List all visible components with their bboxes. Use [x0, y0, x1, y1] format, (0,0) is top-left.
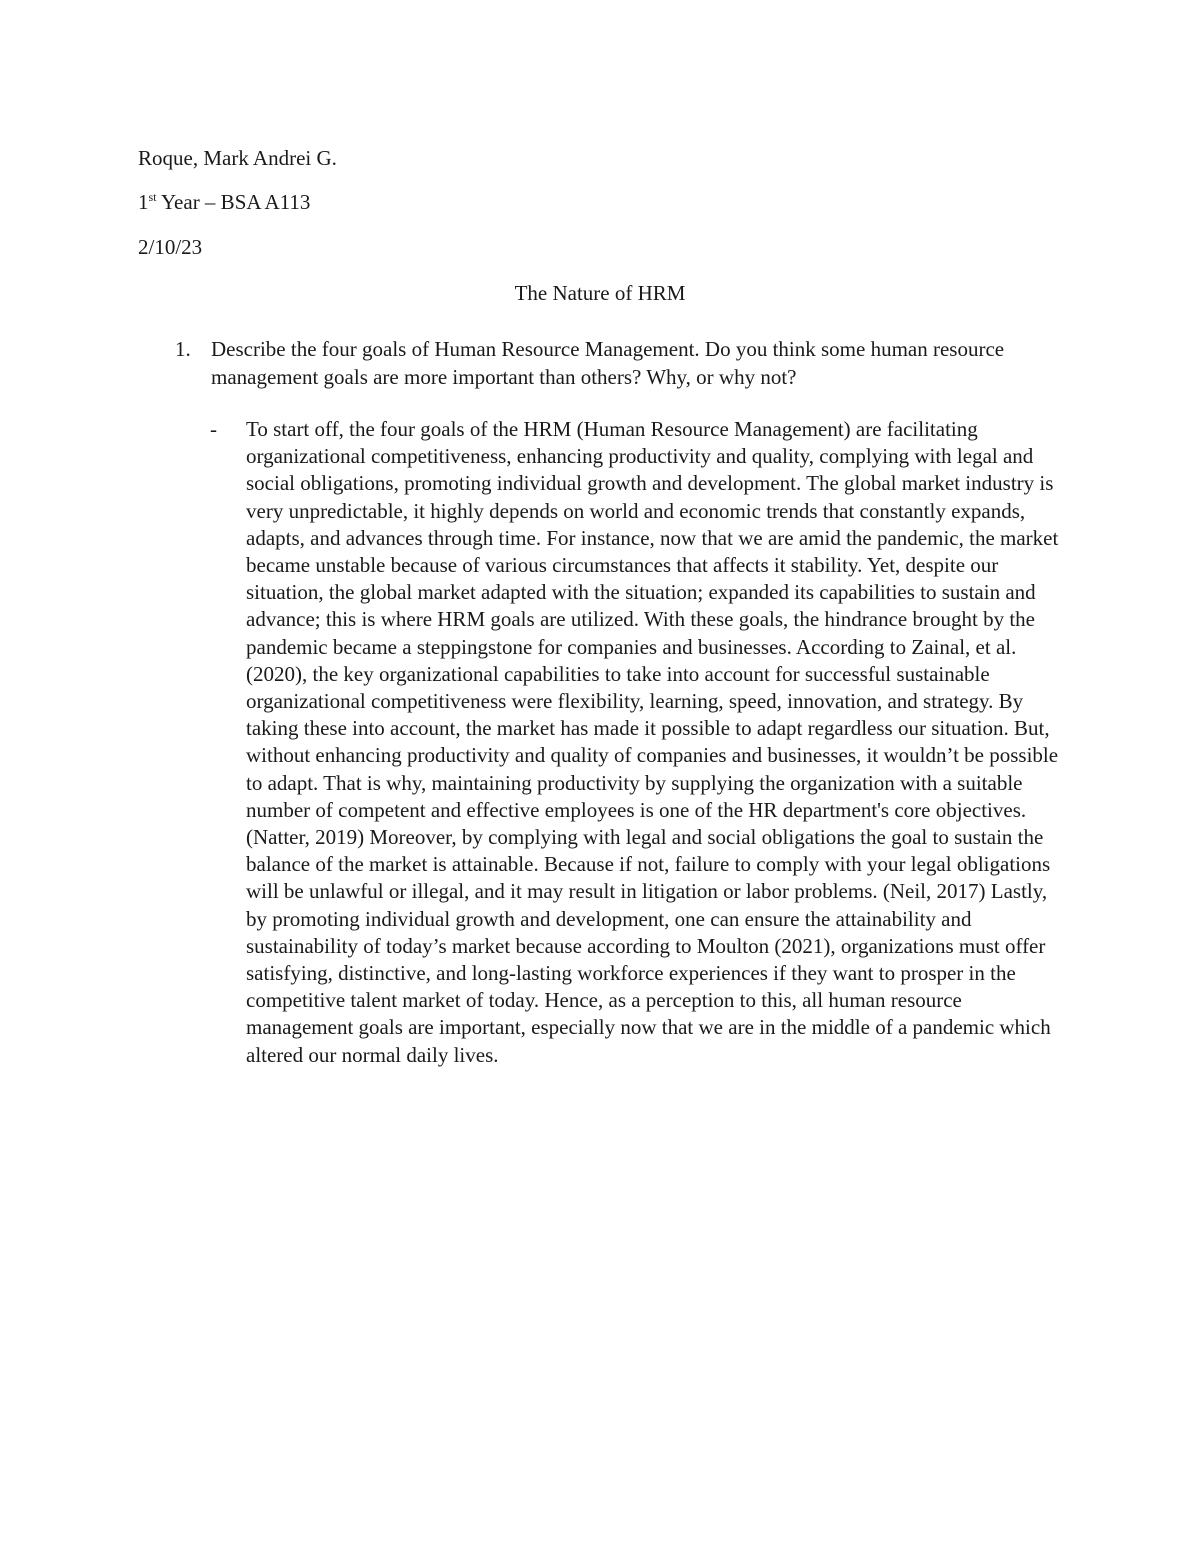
submission-date: 2/10/23 [138, 235, 203, 259]
document-title: The Nature of HRM [514, 281, 686, 305]
question-item [175, 336, 1045, 391]
answer-bullet: - [210, 417, 217, 441]
author-name: Roque, Mark Andrei G. [138, 146, 337, 170]
question-number: 1. [175, 337, 191, 361]
answer-text: To start off, the four goals of the HRM (Human Resource Management) are facilitating organizational competitiveness, enhancing productivity and quality, complying with legal and social obligations, promoting individual growth and development. The global market industry is very unpredictable, it highly depends on world and economic trends that constantly expands, adapts, and advances through time. For instance, now that we are amid the pandemic, the market became unstable because of various circumstances that affects it stability. Yet, despite our situation, the global market adapted with the situation; expanded its capabilities to sustain and advance; this is where HRM goals are utilized. With these goals, the hindrance brought by the pandemic became a steppingstone for companies and businesses. According to Zainal, et al. (2020), the key organizational capabilities to take into account for successful sustainable organizational competitiveness were flexibility, learning, speed, innovation, and strategy. By taking these into account, the market has made it possible to adapt regardless our situation. But, without enhancing productivity and quality of companies and businesses, it wouldn’t be possible to adapt. That is why, maintaining productivity by supplying the organization with a suitable number of competent and effective employees is one of the HR department's core objectives. (Natter, 2019) Moreover, by complying with legal and social obligations the goal to sustain the balance of the market is attainable. Because if not, failure to comply with your legal obligations will be unlawful or illegal, and it may result in litigation or labor problems. (Neil, 2017) Lastly, by promoting individual growth and development, one can ensure the attainability and sustainability of today’s market because according to Moulton (2021), organizations must offer satisfying, distinctive, and long-lasting workforce experiences if they want to prosper in the competitive talent market of today. Hence, as a perception to this, all human resource management goals are important, especially now that we are in the middle of a pandemic which altered our normal daily lives. [246, 417, 1059, 1067]
answer-item [210, 416, 1072, 1069]
year-ordinal-suffix: st [148, 190, 157, 204]
question-text: Describe the four goals of Human Resource Management. Do you think some human resource management goals are more important than others? Why, or why not? [211, 337, 1005, 389]
year-section [138, 189, 310, 215]
year-section-text: Year – BSA A113 [156, 190, 311, 214]
year-number: 1 [138, 190, 149, 214]
